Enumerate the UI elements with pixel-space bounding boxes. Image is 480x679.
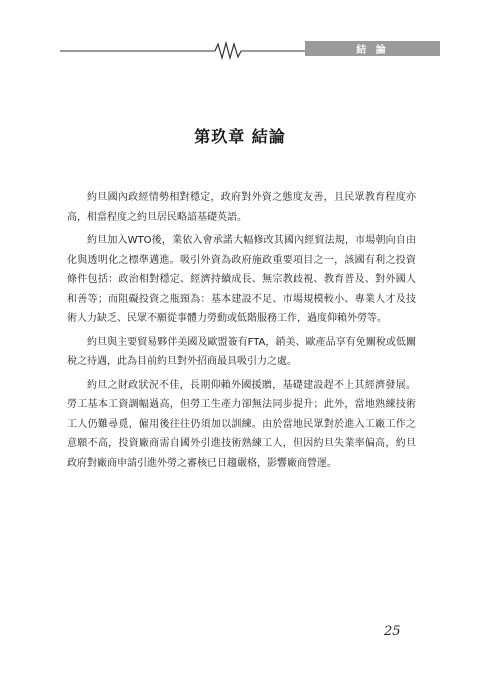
paragraph: 約旦之財政狀況不佳，長期仰賴外國援贈，基礎建設趕不上其經濟發展。勞工基本工資調幅過高，但勞工生產力卻無法同步提升；此外，當地熟練技術工人仍難尋覓，僱用後往往仍須加以訓練。由於當地民眾對於進入工廠工作之意願不高，投資廠商需自國外引進技術熟練工人，但因約旦失業率偏高，約旦政府對廠商申請引進外勞之審核已日趨嚴格，影響廠商營運。 xyxy=(67,379,416,469)
body-text xyxy=(67,188,416,477)
paragraph: 約旦國內政經情勢相對穩定，政府對外資之態度友善，且民眾教育程度亦高，相當程度之約旦居民略諳基礎英語。 xyxy=(67,192,416,223)
page-number: 25 xyxy=(384,624,401,639)
chapter-title: 第玖章 結論 xyxy=(194,127,286,146)
section-tab: 結 論 xyxy=(305,41,440,56)
paragraph: 約旦與主要貿易夥伴美國及歐盟簽有FTA，銷美、歐產品享有免關稅或低關稅之待遇，此為目前約旦對外招商最具吸引力之處。 xyxy=(67,336,416,367)
paragraph: 約旦加入WTO後，業依入會承諾大幅修改其國內經貿法規，市場朝向自由化與透明化之標準邁進。吸引外資為政府施政重要項目之一，該國有利之投資條件包括：政治相對穩定、經濟持續成長、無宗教歧視、教育普及、對外國人和善等；而阻礙投資之瓶頸為：基本建設不足、市場規模較小、專業人才及技術人力缺乏、民眾不願從事體力勞動或低階服務工作，過度仰賴外勞等。 xyxy=(67,235,416,324)
